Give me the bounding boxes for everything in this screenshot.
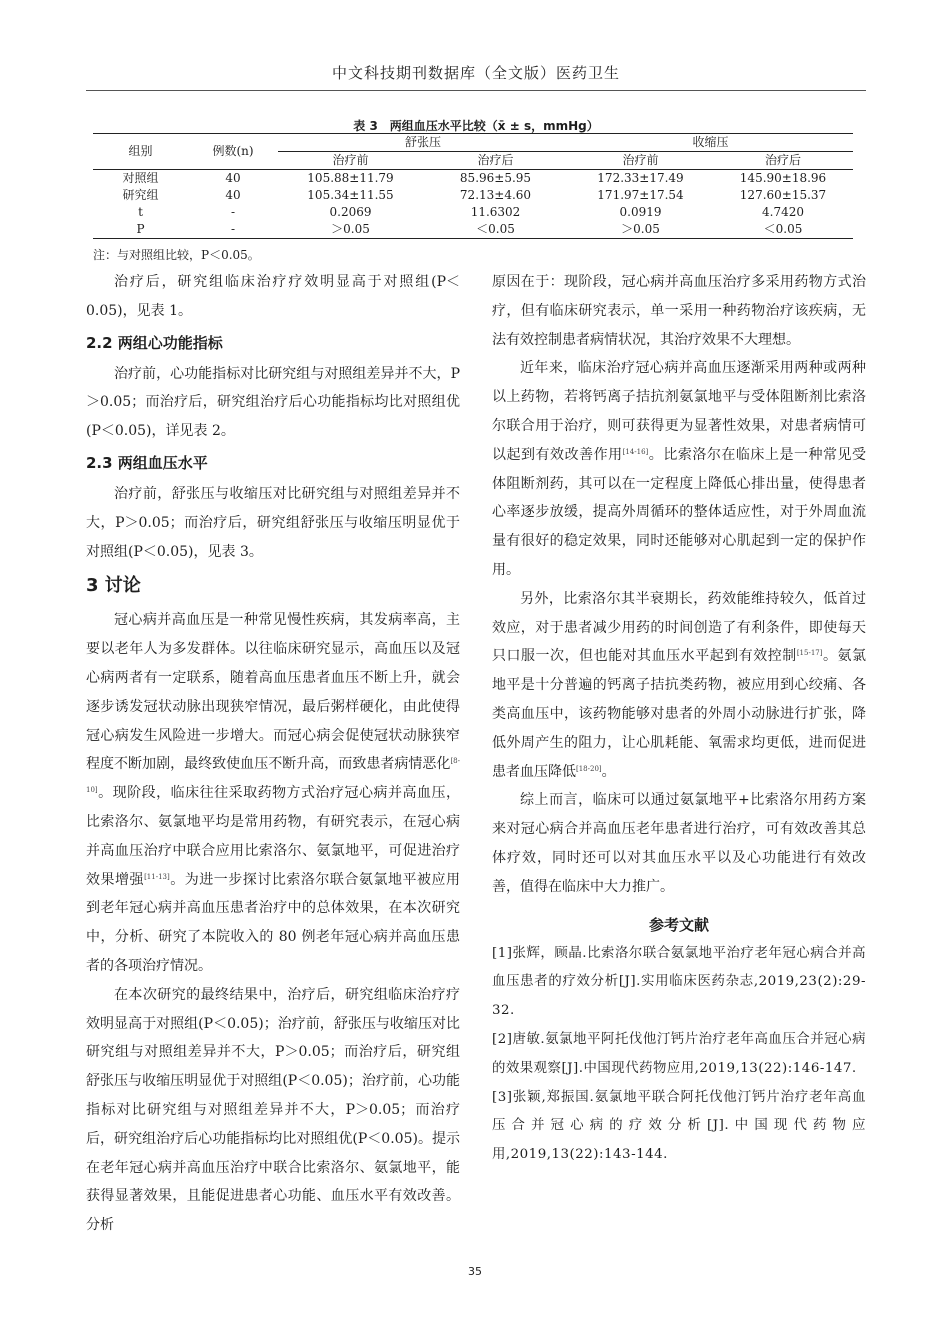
col-header-diastolic: 舒张压 (278, 134, 568, 152)
table-cell: - (188, 221, 278, 239)
table3 (93, 133, 853, 239)
table-row (93, 170, 853, 188)
col-header-group: 组别 (93, 134, 188, 170)
left-column (86, 268, 460, 1240)
table-cell: 72.13±4.60 (459, 188, 532, 202)
text-run: 。现阶段，临床往往采取药物方式治疗冠心病并高血压，比索洛尔、氨氯地平均是常用药物，有研究表示，在冠心病并高血压治疗中联合应用比索洛尔、氨氯地平，可促进治疗效果增强 (86, 785, 460, 888)
table-cell: 40 (188, 170, 278, 188)
table-cell: 171.97±17.54 (597, 188, 684, 202)
table-cell: 172.33±17.49 (568, 170, 713, 188)
table-cell: 127.60±15.37 (739, 188, 827, 202)
table-cell: ＜0.05 (423, 221, 568, 239)
text-run: 。 (601, 763, 616, 780)
sub-header-before: 治疗前 (622, 153, 659, 167)
paragraph: 原因在于：现阶段，冠心病并高血压治疗多采用药物方式治疗，但有临床研究表示，单一采用一种药物治疗该疾病，无法有效控制患者病情状况，其治疗效果不大理想。 (492, 274, 866, 348)
text-run: 近年来，临床治疗冠心病并高血压逐渐采用两种或两种以上药物，若将钙离子拮抗剂氨氯地平与受体阻断剂比索洛尔联合用于治疗，则可获得更为显著性效果，对患者病情可以起到有效改善作用 (492, 360, 866, 463)
table-cell: ＜0.05 (713, 221, 853, 239)
reference-item: [3]张颖,郑振国.氨氯地平联合阿托伐他汀钙片治疗老年高血压合并冠心病的疗效分析[J].中国现代药物应用,2019,13(22):143-144. (492, 1089, 866, 1163)
section-heading-2-2: 2.2 两组心功能指标 (86, 333, 223, 352)
reference-item: [1]张辉，顾晶.比索洛尔联合氨氯地平治疗老年冠心病合并高血压患者的疗效分析[J].实用临床医药杂志,2019,23(2):29-32. (492, 945, 866, 1019)
table-cell: 4.7420 (762, 205, 804, 219)
table-row (93, 221, 853, 239)
section-heading-3: 3 讨论 (86, 575, 141, 597)
text-run: 。比索洛尔在临床上是一种常见受体阻断剂药，其可以在一定程度上降低心排出量，使得患者心率逐步放缓，提高外周循环的整体适应性，对于外周血流量有很好的稳定效果，同时还能够对心肌起到一定的保护作用。 (492, 446, 867, 578)
table-cell: ＞0.05 (568, 221, 713, 239)
table3-title: 表 3 两组血压水平比较（x̄ ± s，mmHg） (353, 119, 599, 133)
paragraph (86, 606, 460, 980)
table-cell: P (93, 221, 188, 239)
table-cell: ＞0.05 (278, 221, 423, 239)
text-run: 。为进一步探讨比索洛尔联合氨氯地平被应用到老年冠心病并高血压患者治疗中的总体效果，在本次研究中，分析、研究了本院收入的 80 例老年冠心病并高血压患者的各项治疗情况。 (86, 871, 461, 974)
citation: [11-13] (144, 872, 170, 881)
citation: [18-20] (576, 764, 602, 773)
references-title: 参考文献 (648, 915, 709, 934)
text-run: 冠心病并高血压是一种常见慢性疾病，其发病率高，主要以老年人为多发群体。以往临床研究显示，高血压以及冠心病两者有一定联系，随着高血压患者血压不断上升，就会逐步诱发冠状动脉出现狭窄情况，最后粥样硬化，由此使得冠心病发生风险进一步增大。而冠心病会促使冠状动脉狭窄程度不断加剧，最终致使血压不断升高，而致患者病情恶化 (86, 612, 460, 773)
table-note: 注：与对照组比较，P＜0.05。 (93, 248, 260, 262)
header-rule (86, 90, 866, 91)
table-cell: 105.88±11.79 (278, 170, 423, 188)
sub-header-after: 治疗后 (477, 153, 514, 167)
paragraph: 治疗前，舒张压与收缩压对比研究组与对照组差异并不大，P＞0.05；而治疗后，研究组舒张压与收缩压明显优于对照组(P＜0.05)，见表 3。 (86, 485, 460, 560)
table-cell: 105.34±11.55 (307, 188, 394, 202)
paragraph: 治疗后，研究组临床治疗疗效明显高于对照组(P＜0.05)，见表 1。 (86, 274, 460, 319)
table-cell: 11.6302 (470, 205, 521, 219)
table-cell: 85.96±5.95 (423, 170, 568, 188)
table-cell: 40 (225, 188, 241, 202)
reference-item: [2]唐敏.氨氯地平阿托伐他汀钙片治疗老年高血压合并冠心病的效果观察[J].中国现代药物应用,2019,13(22):146-147. (492, 1031, 866, 1076)
paragraph: 综上而言，临床可以通过氨氯地平+比索洛尔用药方案来对冠心病合并高血压老年患者进行治疗，可有效改善其总体疗效，同时还可以对其血压水平以及心功能进行有效改善，值得在临床中大力推广。 (492, 792, 866, 895)
citation: [8-10] (86, 757, 460, 795)
table-cell: 0.0919 (619, 205, 662, 219)
table-cell: - (230, 205, 236, 219)
right-column (492, 268, 866, 1170)
col-header-n: 例数(n) (188, 134, 278, 170)
col-header-systolic: 收缩压 (568, 134, 853, 152)
journal-header: 中文科技期刊数据库（全文版）医药卫生 (331, 64, 620, 82)
text-run: 。氨氯地平是十分普遍的钙离子拮抗类药物，被应用到心绞痛、各类高血压中，该药物能够对患者的外周小动脉进行扩张，降低外周产生的阻力，让心肌耗能、氧需求均更低，进而促进患者血压降低 (492, 648, 867, 780)
table-cell: 145.90±18.96 (713, 170, 853, 188)
table-row (93, 204, 853, 221)
table-cell: t (138, 205, 143, 219)
paragraph: 在本次研究的最终结果中，治疗后，研究组临床治疗疗效明显高于对照组(P＜0.05)；治疗前，舒张压与收缩压对比研究组与对照组差异并不大，P＞0.05；而治疗后，研究组舒张压与收缩压明显优于对照组(P＜0.05)；治疗前，心功能指标对比研究组与对照组差异并不大，P＞0.05；而治疗后，研究组治疗后心功能指标均比对照组优(P＜0.05)。提示在老年冠心病并高血压治疗中联合比索洛尔、氨氯地平，能获得显著效果，且能促进患者心功能、血压水平有效改善。分析 (86, 986, 460, 1234)
table-cell: 对照组 (93, 170, 188, 188)
paragraph (492, 354, 866, 584)
page-number: 35 (468, 1265, 482, 1278)
citation: [15-17] (796, 649, 823, 658)
table-cell: 0.2069 (329, 205, 372, 219)
table-cell: 研究组 (122, 188, 159, 202)
paragraph (492, 585, 866, 787)
citation: [14-16] (622, 447, 649, 456)
table-row (93, 187, 853, 204)
sub-header-before: 治疗前 (332, 153, 369, 167)
text-run: 另外，比索洛尔其半衰期长，药效能维持较久，低首过效应，对于患者减少用药的时间创造了有利条件，即使每天只口服一次，但也能对其血压水平起到有效控制 (492, 590, 866, 665)
sub-header-after: 治疗后 (764, 153, 801, 167)
paragraph: 治疗前，心功能指标对比研究组与对照组差异并不大，P＞0.05；而治疗后，研究组治疗后心功能指标均比对照组优(P＜0.05)，详见表 2。 (86, 365, 460, 440)
section-heading-2-3: 2.3 两组血压水平 (86, 453, 208, 472)
